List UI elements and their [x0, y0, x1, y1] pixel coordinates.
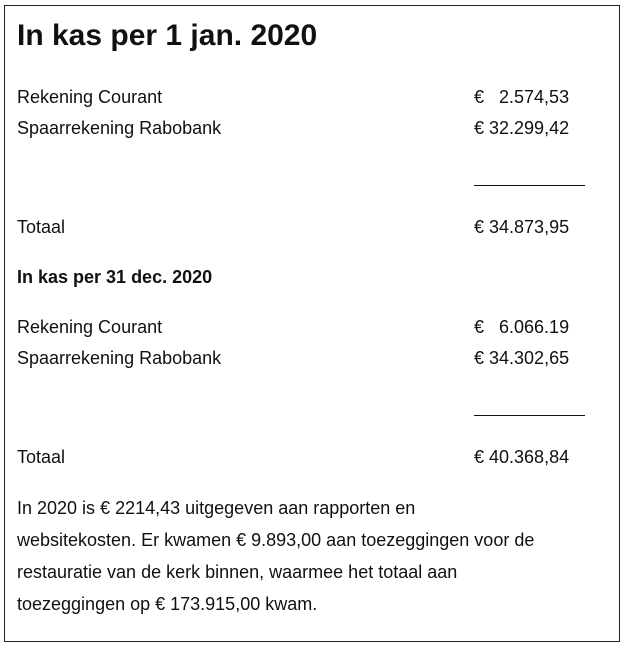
- summary-paragraph: [17, 492, 612, 620]
- section-heading-end: In kas per 31 dec. 2020: [17, 267, 213, 287]
- row-label-spaarrekening-end: Spaarrekening Rabobank: [17, 348, 222, 368]
- row-amount-rekening-courant-start: € 2.574,53: [474, 87, 570, 107]
- total-label-start: Totaal: [17, 217, 66, 237]
- sum-line-start: [474, 185, 585, 186]
- row-label-rekening-courant-start: Rekening Courant: [17, 87, 163, 107]
- sum-line-end: [474, 415, 585, 416]
- summary-line: websitekosten. Er kwamen € 9.893,00 aan toezeggingen voor de: [17, 530, 535, 550]
- row-amount-spaarrekening-end: € 34.302,65: [474, 348, 570, 368]
- page-title: In kas per 1 jan. 2020: [17, 19, 318, 52]
- row-label-spaarrekening-start: Spaarrekening Rabobank: [17, 118, 222, 138]
- total-amount-end: € 40.368,84: [474, 447, 570, 467]
- total-amount-start: € 34.873,95: [474, 217, 570, 237]
- row-amount-rekening-courant-end: € 6.066.19: [474, 317, 570, 337]
- summary-line: In 2020 is € 2214,43 uitgegeven aan rapporten en: [17, 498, 416, 518]
- row-amount-spaarrekening-start: € 32.299,42: [474, 118, 570, 138]
- summary-line: toezeggingen op € 173.915,00 kwam.: [17, 594, 318, 614]
- summary-line: restauratie van de kerk binnen, waarmee het totaal aan: [17, 562, 458, 582]
- row-label-rekening-courant-end: Rekening Courant: [17, 317, 163, 337]
- total-label-end: Totaal: [17, 447, 66, 467]
